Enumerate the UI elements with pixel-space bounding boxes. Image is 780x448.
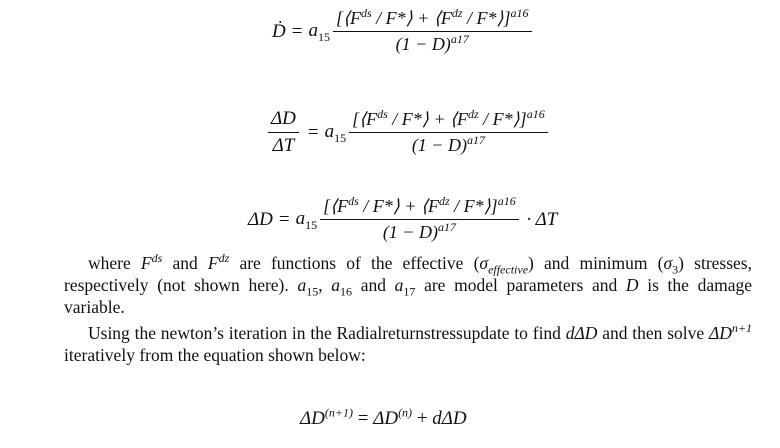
np1: n+1 bbox=[731, 321, 752, 336]
equals: = bbox=[352, 408, 374, 430]
num-mid2: / F*⟩] bbox=[478, 109, 527, 129]
equals: = bbox=[278, 208, 290, 230]
t6: and bbox=[352, 275, 395, 295]
sup-a17: a17 bbox=[437, 220, 456, 234]
paragraph-definitions bbox=[64, 252, 752, 318]
num-mid2: / F*⟩] bbox=[462, 8, 511, 28]
t3: iteratively from the equation shown below: bbox=[64, 345, 366, 365]
lhs: ΔD bbox=[248, 208, 273, 230]
coef-sub: 15 bbox=[317, 30, 330, 45]
a: a bbox=[331, 275, 341, 295]
num-mid1: / F*⟩ + ⟨F bbox=[358, 196, 439, 216]
s17: 17 bbox=[403, 284, 416, 299]
sup-a17: a17 bbox=[466, 133, 485, 147]
three: 3 bbox=[672, 262, 679, 277]
D: D bbox=[625, 275, 639, 295]
sup-a16: a16 bbox=[510, 6, 529, 20]
sup-dz: dz bbox=[451, 6, 463, 20]
ddD: dΔD bbox=[565, 323, 598, 343]
t5: ) stresses, respectively (not shown here). bbox=[64, 253, 752, 295]
num-mid2: / F*⟩] bbox=[449, 196, 498, 216]
coef-sub: 15 bbox=[334, 131, 347, 146]
den-base: (1 − D) bbox=[411, 135, 467, 155]
eff: effective bbox=[488, 262, 529, 277]
sigma: σ bbox=[663, 253, 673, 273]
s16: 16 bbox=[340, 284, 353, 299]
equation-damage-rate bbox=[272, 8, 535, 55]
num-mid1: / F*⟩ + ⟨F bbox=[371, 8, 452, 28]
paragraph-newton-iteration bbox=[64, 322, 752, 366]
lhs-group bbox=[300, 404, 353, 434]
rhs-group bbox=[373, 404, 412, 434]
sup-ds: ds bbox=[348, 194, 359, 208]
t8: is the damage variable. bbox=[64, 275, 753, 317]
num-open: [⟨F bbox=[352, 109, 378, 129]
sup-a16: a16 bbox=[526, 107, 545, 121]
coef-sub: 15 bbox=[305, 218, 318, 233]
sup-ds: ds bbox=[360, 6, 372, 20]
comma: , bbox=[318, 275, 332, 295]
increment: dΔD bbox=[432, 408, 467, 430]
fraction bbox=[349, 109, 548, 156]
s15: 15 bbox=[306, 284, 319, 299]
lhs: ΔD bbox=[300, 408, 325, 429]
sup-dz: dz bbox=[438, 194, 450, 208]
rhs-term: ΔD bbox=[373, 408, 399, 429]
fraction bbox=[320, 196, 519, 243]
t7: are model parameters and bbox=[415, 275, 626, 295]
numerator bbox=[333, 8, 532, 32]
coef: a bbox=[308, 20, 318, 42]
coef-group bbox=[308, 16, 330, 46]
den-base: (1 − D) bbox=[382, 222, 438, 242]
denominator bbox=[412, 133, 485, 156]
coef: a bbox=[295, 208, 306, 230]
ds: ds bbox=[151, 251, 163, 266]
d-dot: Ḋ bbox=[272, 20, 286, 42]
sup-a16: a16 bbox=[497, 194, 516, 208]
num-open: [⟨F bbox=[335, 8, 361, 28]
ratio-den: ΔT bbox=[272, 135, 295, 156]
equals: = bbox=[291, 20, 303, 42]
rhs-sup: (n) bbox=[398, 405, 413, 420]
coef-group bbox=[325, 117, 347, 147]
sup-dz: dz bbox=[467, 107, 479, 121]
num-open: [⟨F bbox=[323, 196, 349, 216]
F: F bbox=[140, 253, 152, 273]
lhs-sup: (n+1) bbox=[324, 405, 353, 420]
numerator bbox=[320, 196, 519, 220]
sigma: σ bbox=[479, 253, 489, 273]
F: F bbox=[207, 253, 219, 273]
t1: Using the newton’s iteration in the Radialreturnstressupdate to find bbox=[88, 323, 566, 343]
sup-ds: ds bbox=[377, 107, 388, 121]
num-mid1: / F*⟩ + ⟨F bbox=[387, 109, 468, 129]
equation-damage-increment-ratio bbox=[265, 108, 551, 157]
denominator bbox=[396, 32, 469, 55]
t2: and then solve bbox=[597, 323, 709, 343]
t4: ) and minimum ( bbox=[528, 253, 664, 273]
coef: a bbox=[324, 121, 335, 143]
sup-a17: a17 bbox=[450, 32, 469, 46]
plus: + bbox=[412, 408, 433, 430]
a: a bbox=[394, 275, 404, 295]
ratio-fraction bbox=[268, 108, 299, 157]
den-base: (1 − D) bbox=[395, 34, 451, 54]
ratio-num: ΔD bbox=[268, 108, 299, 133]
equals: = bbox=[307, 121, 319, 143]
equation-damage-increment bbox=[248, 196, 557, 243]
coef-group bbox=[296, 204, 318, 234]
equation-iteration-update bbox=[300, 404, 467, 434]
t2: and bbox=[162, 253, 208, 273]
denominator bbox=[383, 220, 456, 243]
fraction bbox=[333, 8, 532, 55]
times-dt: · ΔT bbox=[521, 208, 558, 230]
t3: are functions of the effective ( bbox=[229, 253, 480, 273]
t1: where bbox=[88, 253, 141, 273]
dD: ΔD bbox=[708, 323, 732, 343]
a: a bbox=[297, 275, 307, 295]
dz: dz bbox=[218, 251, 230, 266]
numerator bbox=[349, 109, 548, 133]
